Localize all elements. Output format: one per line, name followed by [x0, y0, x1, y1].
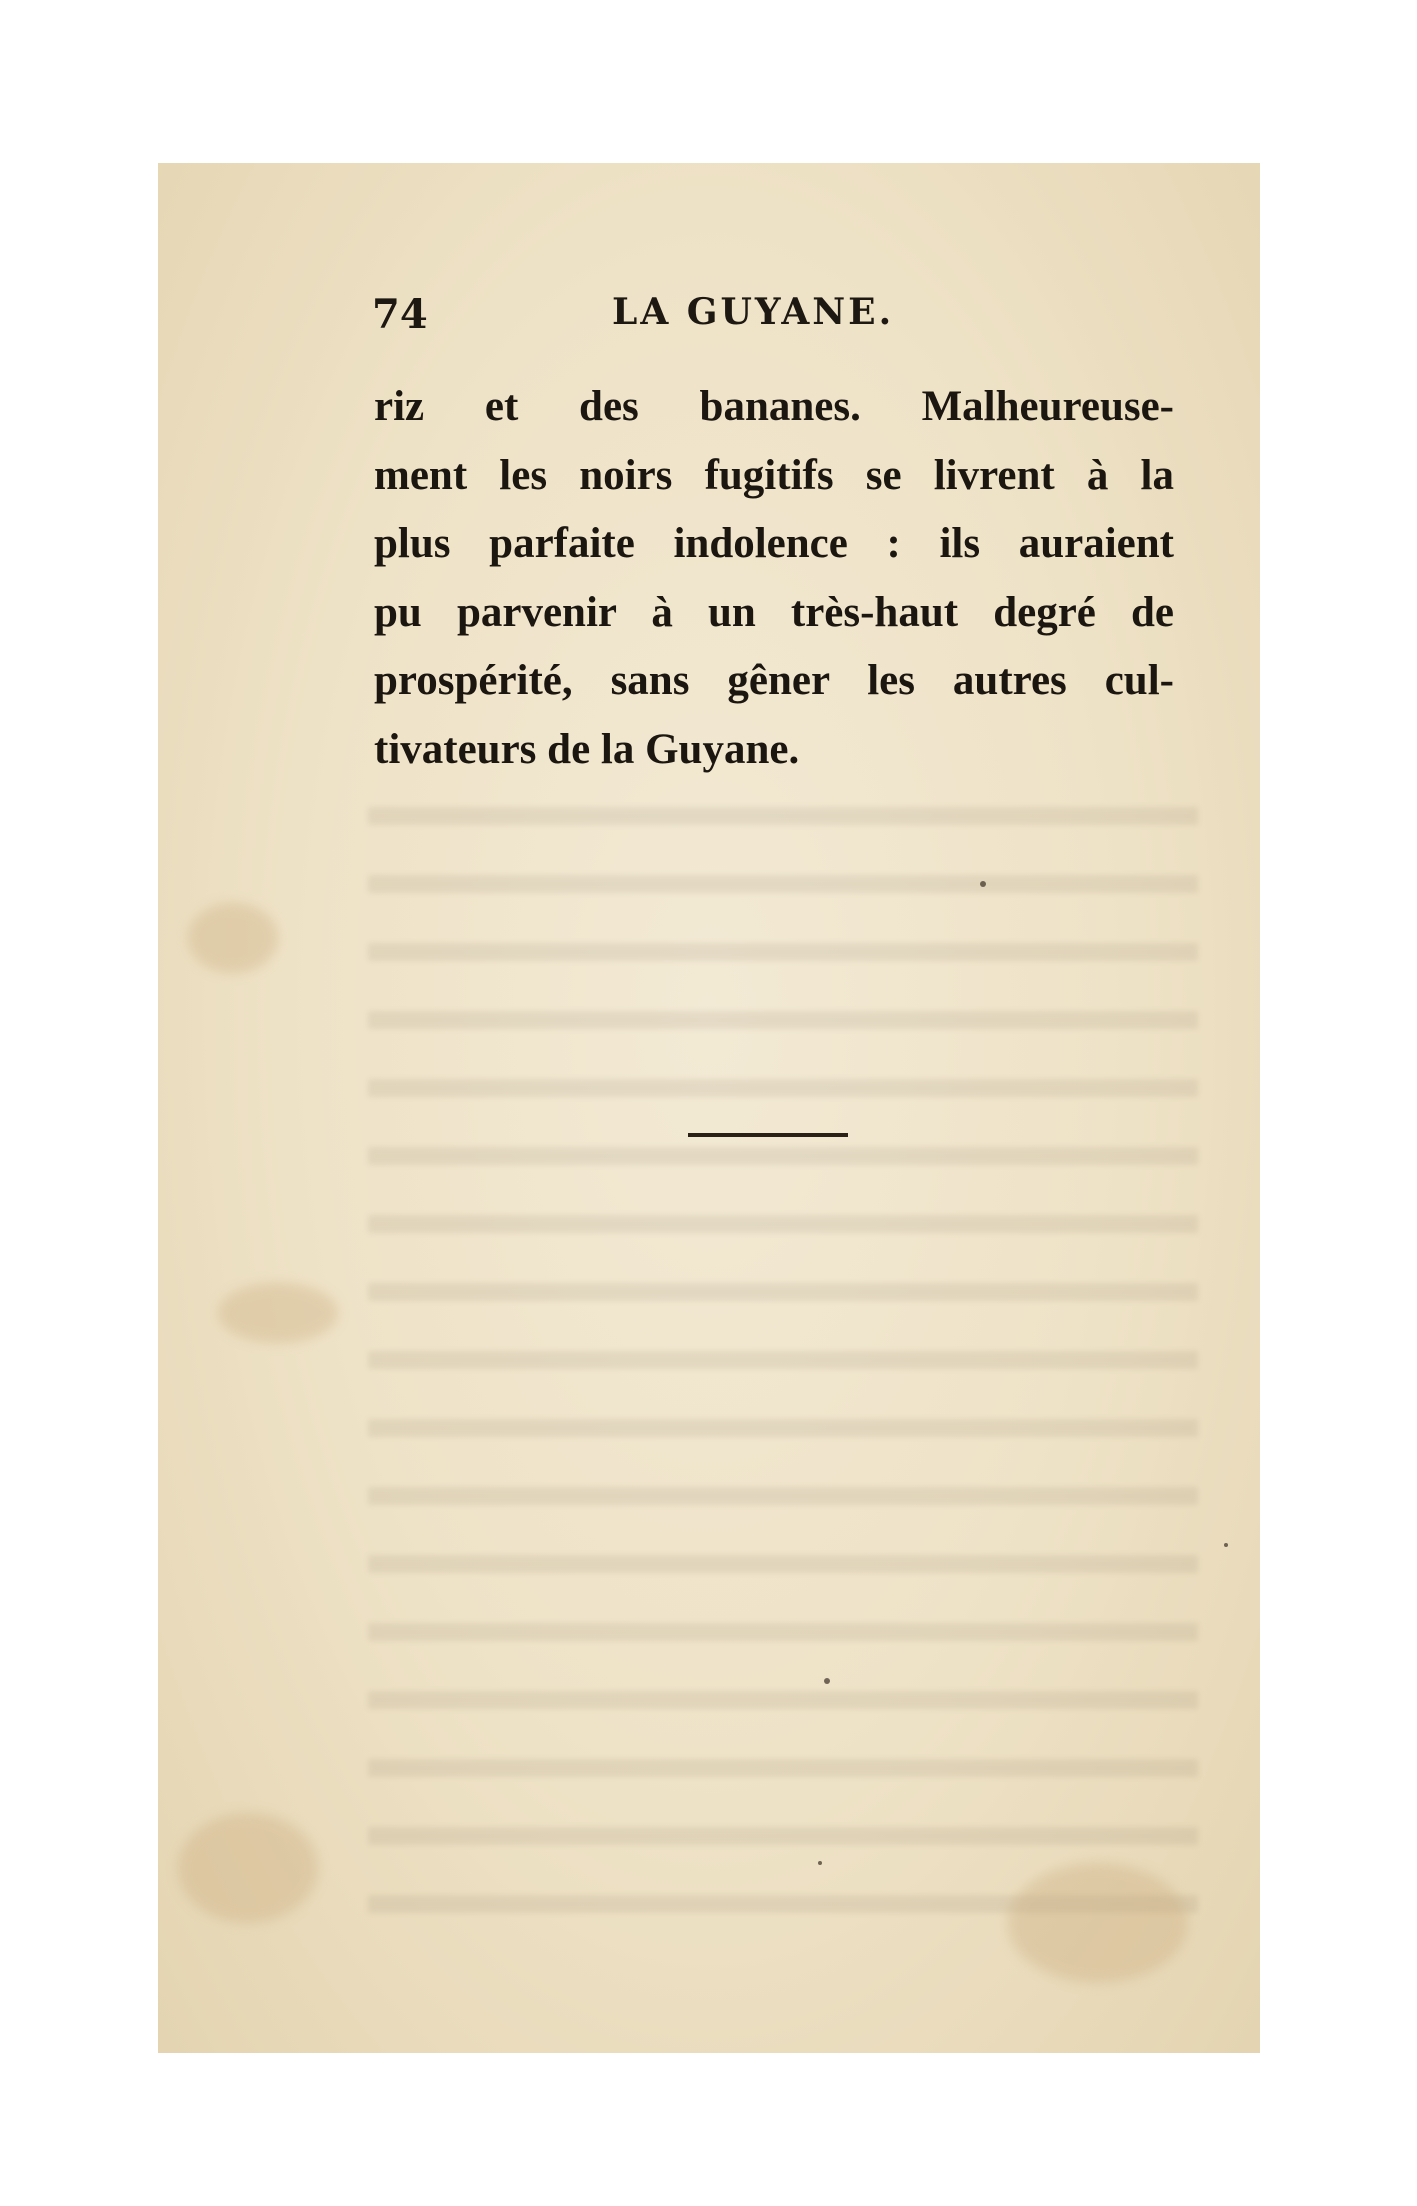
text-line: tivateurs de la Guyane. [374, 725, 800, 773]
text-line: ment les noirs fugitifs se livrent à la [374, 451, 1174, 499]
ink-speck [824, 1678, 830, 1684]
book-page [158, 163, 1260, 2053]
ink-speck [1224, 1543, 1228, 1547]
running-head [372, 291, 1152, 351]
foxing-stain [178, 1813, 318, 1923]
ink-speck [818, 1861, 822, 1865]
section-end-rule [688, 1133, 848, 1137]
text-line: plus parfaite indolence : ils auraient [374, 520, 1174, 567]
foxing-stain [218, 1283, 338, 1343]
foxing-stain [1008, 1863, 1188, 1983]
show-through-text [368, 773, 1198, 1923]
header-title: LA GUYANE. [612, 291, 895, 333]
text-line: prospérité, sans gêner les autres cul- [374, 657, 1174, 704]
text-line: pu parvenir à un très-haut degré de [374, 588, 1174, 636]
body-paragraph [374, 373, 1174, 784]
text-line: riz et des bananes. Malheureuse- [374, 383, 1174, 430]
page-number: 74 [372, 291, 428, 338]
ink-speck [980, 881, 986, 887]
foxing-stain [188, 903, 278, 973]
